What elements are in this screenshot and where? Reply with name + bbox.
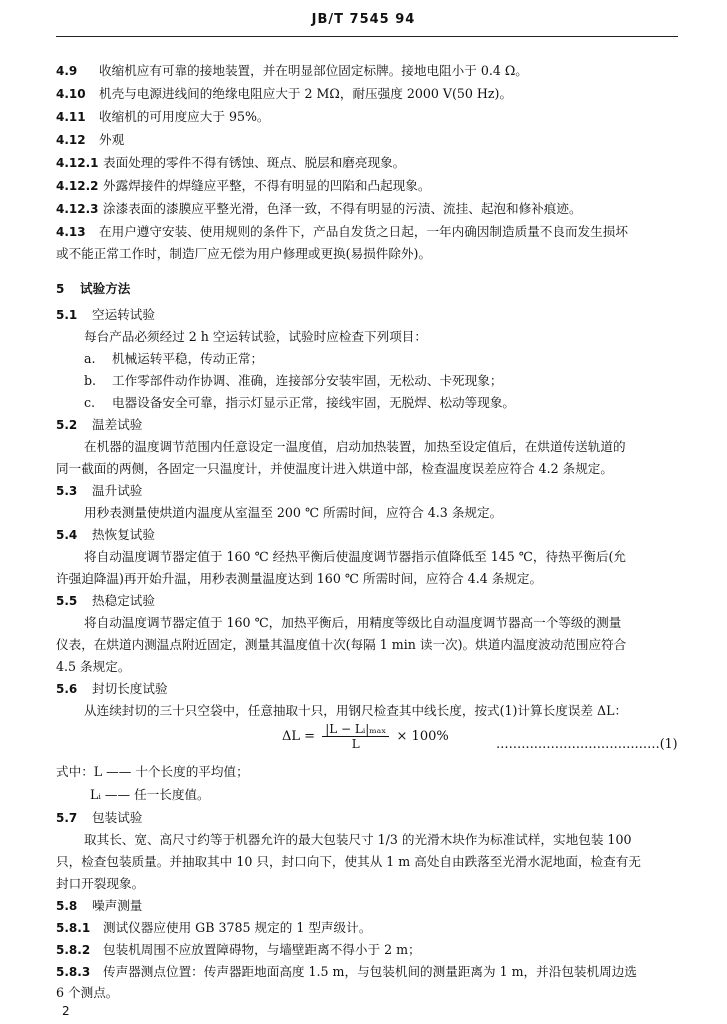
clause-5-2-heading: 5.2 温差试验: [56, 417, 143, 432]
paragraph: 用秒表测量使烘道内温度从室温至 200 ℃ 所需时间，应符合 4.3 条规定。: [84, 505, 503, 520]
clause-4-10: 4.10 机壳与电源进线间的绝缘电阻应大于 2 MΩ，耐压强度 2000 V(50 Hz)。: [56, 86, 513, 101]
list-item: a. 机械运转平稳，传动正常；: [84, 351, 264, 366]
formula-fraction: $\frac{\text{|L − Lᵢ|ₘₐₓ}}{L}$: [322, 722, 389, 751]
formula-1: ΔL = $\frac{\text{|L − Lᵢ|ₘₐₓ}}{L}$ × 100%: [282, 722, 449, 751]
paragraph: 只，检查包装质量。并抽取其中 10 只，封口向下，使其从 1 m 高处自由跌落至光滑水泥地面，检查有无: [56, 854, 641, 869]
paragraph: 许强迫降温)再开始升温，用秒表测量温度达到 160 ℃ 所需时间，应符合 4.4 条规定。: [56, 571, 543, 586]
clause-4-12-3: 4.12.3 涂漆表面的漆膜应平整光滑，色泽一致，不得有明显的污渍、流挂、起泡和修补痕迹。: [56, 201, 582, 216]
clause-4-9: 4.9 收缩机应有可靠的接地装置，并在明显部位固定标牌。接地电阻小于 0.4 Ω。: [56, 63, 528, 78]
clause-5-8-heading: 5.8 噪声测量: [56, 898, 143, 913]
clause-5-8-1: 5.8.1 测试仪器应使用 GB 3785 规定的 1 型声级计。: [56, 920, 372, 935]
paragraph: 封口开裂现象。: [56, 876, 145, 891]
clause-4-13: 4.13 在用户遵守安装、使用规则的条件下，产品自发货之日起，一年内确因制造质量不良而发生损坏: [56, 224, 628, 239]
paragraph: 在机器的温度调节范围内任意设定一温度值，启动加热装置，加热至设定值后，在烘道传送轨道的: [84, 439, 626, 454]
where-line-2: Lᵢ —— 任一长度值。: [90, 787, 210, 802]
clause-5-1-heading: 5.1 空运转试验: [56, 307, 155, 322]
document-header: JB/T 7545 94: [311, 12, 416, 27]
list-item: c. 电器设备安全可靠，指示灯显示正常，接线牢固，无脱焊、松动等现象。: [84, 395, 515, 410]
paragraph: 同一截面的两侧，各固定一只温度计，并使温度计进入烘道中部，检查温度误差应符合 4.2 条规定。: [56, 461, 613, 476]
clause-4-12-1: 4.12.1 表面处理的零件不得有锈蚀、斑点、脱层和磨亮现象。: [56, 155, 406, 170]
page-number: 2: [62, 1004, 70, 1018]
paragraph: 仪表，在烘道内测温点附近固定，测量其温度值十次(每隔 1 min 读一次)。烘道内温度波动范围应符合: [56, 637, 627, 652]
section-5-heading: 5 试验方法: [56, 281, 131, 296]
clause-4-12-2: 4.12.2 外露焊接件的焊缝应平整，不得有明显的凹陷和凸起现象。: [56, 178, 431, 193]
paragraph: 将自动温度调节器定值于 160 ℃ 经热平衡后使温度调节器指示值降低至 145 ℃，待热平衡后(允: [84, 549, 626, 564]
formula-number: …………………………………(1): [496, 736, 678, 751]
clause-5-1-intro: 每台产品必须经过 2 h 空运转试验，试验时应检查下列项目：: [84, 329, 427, 344]
clause-4-13-cont: 或不能正常工作时，制造厂应无偿为用户修理或更换(易损件除外)。: [56, 246, 432, 261]
paragraph: 4.5 条规定。: [56, 659, 131, 674]
paragraph: 从连续封切的三十只空袋中，任意抽取十只，用钢尺检查其中线长度，按式(1)计算长度误差 ΔL：: [84, 703, 628, 718]
clause-4-12: 4.12 外观: [56, 132, 125, 147]
clause-5-8-3: 5.8.3 传声器测点位置：传声器距地面高度 1.5 m，与包装机间的测量距离为 1 m，并沿包装机周边选: [56, 964, 637, 979]
clause-5-6-heading: 5.6 封切长度试验: [56, 681, 168, 696]
clause-5-5-heading: 5.5 热稳定试验: [56, 593, 155, 608]
paragraph: 将自动温度调节器定值于 160 ℃，加热平衡后，用精度等级比自动温度调节器高一个等级的测量: [84, 615, 622, 630]
clause-5-4-heading: 5.4 热恢复试验: [56, 527, 155, 542]
clause-5-7-heading: 5.7 包装试验: [56, 810, 143, 825]
where-line-1: 式中：L —— 十个长度的平均值；: [56, 764, 249, 779]
paragraph: 取其长、宽、高尺寸约等于机器允许的最大包装尺寸 1/3 的光滑木块作为标准试样，实地包装 100: [84, 832, 632, 847]
clause-5-8-3-cont: 6 个测点。: [56, 985, 119, 1000]
clause-5-3-heading: 5.3 温升试验: [56, 483, 143, 498]
clause-5-8-2: 5.8.2 包装机周围不应放置障碍物，与墙壁距离不得小于 2 m；: [56, 942, 421, 957]
clause-4-11: 4.11 收缩机的可用度应大于 95%。: [56, 109, 270, 124]
header-rule: [56, 36, 678, 37]
list-item: b. 工作零部件动作协调、准确，连接部分安装牢固，无松动、卡死现象；: [84, 373, 503, 388]
